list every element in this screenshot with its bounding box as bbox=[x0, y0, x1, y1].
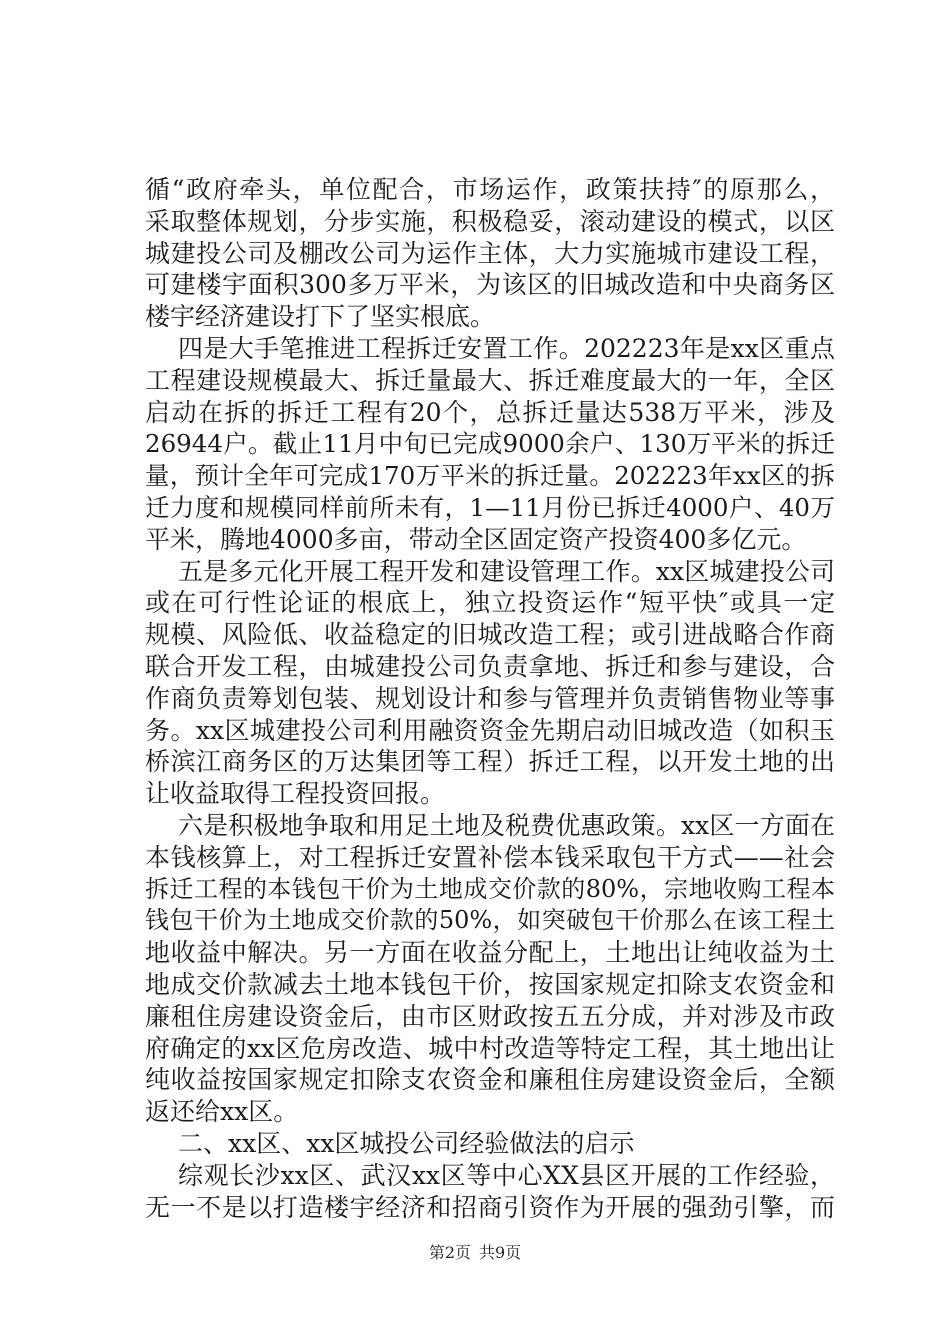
text-line: 二、xx区、xx区城投公司经验做法的启示 bbox=[178, 1128, 635, 1158]
text-line: 城建投公司及棚改公司为运作主体，大力实施城市建设工程， bbox=[145, 238, 835, 268]
text-line: 26944户。截止11月中旬已完成9000余户、130万平米的拆迁 bbox=[145, 429, 835, 459]
text-line: 廉租住房建设资金后，由市区财政按五五分成，并对涉及市政 bbox=[145, 1001, 835, 1031]
text-line: 可建楼宇面积300多万平米，为该区的旧城改造和中央商务区 bbox=[145, 270, 835, 300]
text-line: 钱包干价为土地成交价款的50%，如突破包干价那么在该工程土 bbox=[145, 906, 835, 935]
text-line: 纯收益按国家规定扣除支农资金和廉租住房建设资金后，全额 bbox=[145, 1065, 835, 1095]
text-line: 楼宇经济建设打下了坚实根底。 bbox=[145, 302, 496, 332]
text-line: 工程建设规模最大、拆迁量最大、拆迁难度最大的一年，全区 bbox=[145, 365, 835, 395]
text-line: 迁力度和规模同样前所未有，1—11月份已拆迁4000户、40万 bbox=[145, 492, 835, 522]
text-line: 规模、风险低、收益稳定的旧城改造工程；或引进战略合作商 bbox=[145, 620, 835, 650]
text-line: 循“政府牵头，单位配合，市场运作，政策扶持″的原那么， bbox=[145, 175, 835, 204]
text-line: 平米，腾地4000多亩，带动全区固定资产投资400多亿元。 bbox=[145, 524, 807, 554]
text-line: 桥滨江商务区的万达集团等工程）拆迁工程，以开发土地的出 bbox=[145, 747, 835, 777]
text-line: 量，预计全年可完成170万平米的拆迁量。202223年xx区的拆 bbox=[145, 461, 835, 491]
text-line: 启动在拆的拆迁工程有20个，总拆迁量达538万平米，涉及 bbox=[145, 397, 835, 427]
page-total: 共9页 bbox=[479, 1243, 522, 1262]
page-number: 第2页 bbox=[428, 1243, 471, 1262]
text-line: 六是积极地争取和用足土地及税费优惠政策。xx区一方面在 bbox=[178, 810, 835, 840]
text-line: 无一不是以打造楼宇经济和招商引资作为开展的强劲引擎，而 bbox=[145, 1192, 835, 1222]
text-line: 四是大手笔推进工程拆迁安置工作。202223年是xx区重点 bbox=[178, 333, 835, 363]
text-line: 五是多元化开展工程开发和建设管理工作。xx区城建投公司 bbox=[178, 556, 835, 586]
text-line: 作商负责筹划包装、规划设计和参与管理并负责销售物业等事 bbox=[145, 683, 835, 713]
text-line: 返还给xx区。 bbox=[145, 1097, 299, 1127]
text-line: 本钱核算上，对工程拆迁安置补偿本钱采取包干方式——社会 bbox=[145, 842, 835, 872]
body-text bbox=[145, 174, 835, 1223]
text-line: 拆迁工程的本钱包干价为土地成交价款的80%，宗地收购工程本 bbox=[145, 874, 835, 903]
text-line: 采取整体规划，分步实施，积极稳妥，滚动建设的模式，以区 bbox=[145, 206, 835, 236]
page-footer bbox=[0, 1243, 950, 1263]
text-line: 府确定的xx区危房改造、城中村改造等特定工程，其土地出让 bbox=[145, 1033, 835, 1063]
text-line: 综观长沙xx区、武汉xx区等中心XX县区开展的工作经验， bbox=[178, 1160, 835, 1190]
text-line: 或在可行性论证的根底上，独立投资运作“短平快″或具一定 bbox=[145, 588, 835, 618]
text-line: 地收益中解决。另一方面在收益分配上，土地出让纯收益为土 bbox=[145, 938, 835, 968]
text-line: 让收益取得工程投资回报。 bbox=[145, 779, 446, 809]
text-line: 联合开发工程，由城建投公司负责拿地、拆迁和参与建设，合 bbox=[145, 651, 835, 681]
text-line: 务。xx区城建投公司利用融资资金先期启动旧城改造（如积玉 bbox=[145, 715, 835, 745]
text-line: 地成交价款减去土地本钱包干价，按国家规定扣除支农资金和 bbox=[145, 969, 835, 999]
